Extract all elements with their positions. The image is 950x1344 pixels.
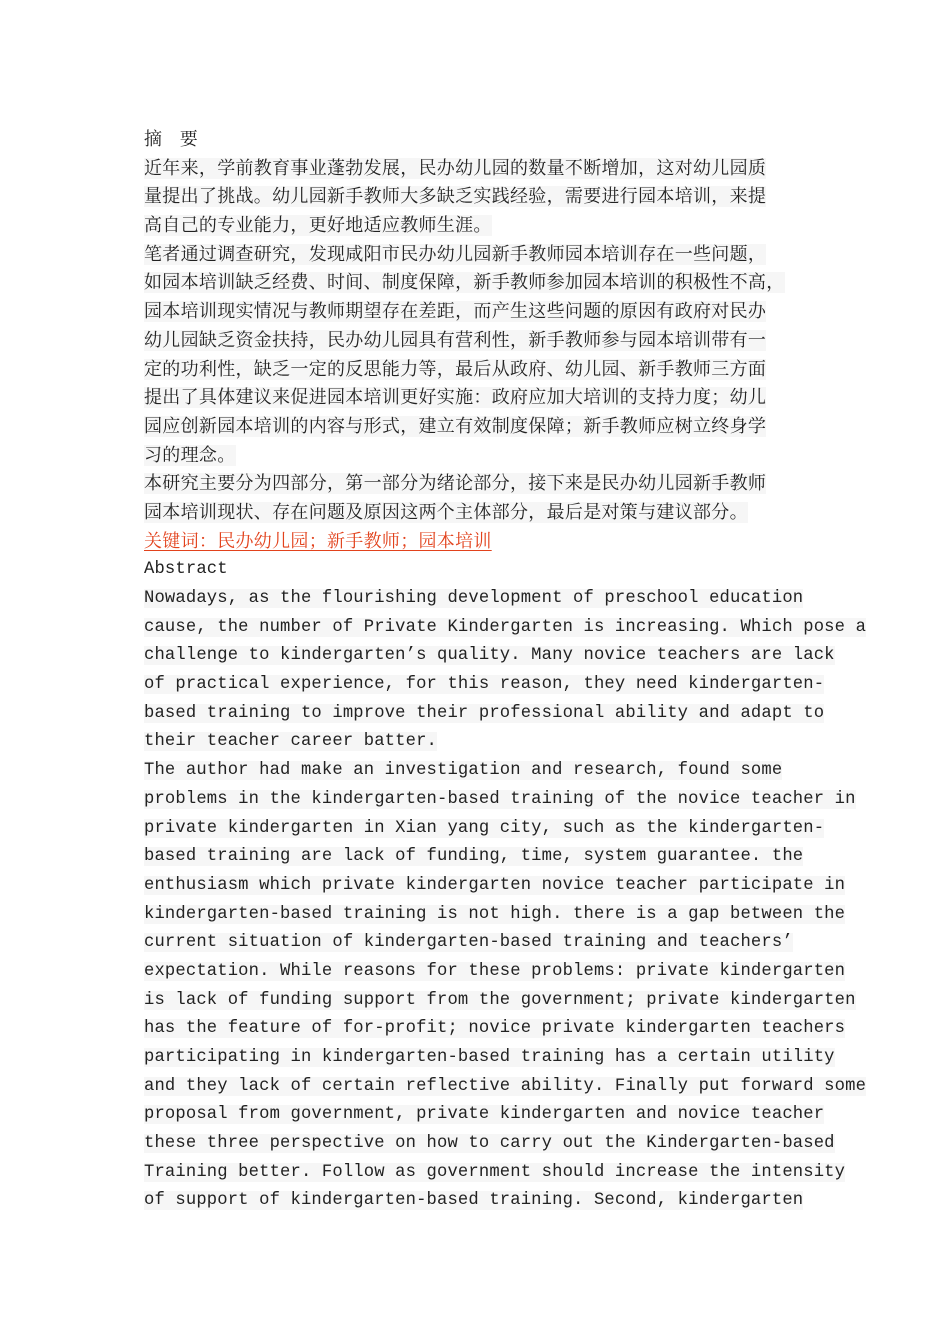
text-line: proposal from government, private kindergarten and novice teacher bbox=[144, 1105, 825, 1125]
text-line: private kindergarten in Xian yang city, such as the kindergarten- bbox=[144, 818, 825, 838]
text-line: enthusiasm which private kindergarten novice teacher participate in bbox=[144, 875, 846, 895]
text-line: 习的理念。 bbox=[144, 444, 236, 466]
text-line: based training are lack of funding, time, system guarantee. the bbox=[144, 847, 804, 867]
en-abstract-paragraph-1 bbox=[144, 585, 867, 757]
text-line: The author had make an investigation and research, found some bbox=[144, 761, 783, 781]
text-line: of support of kindergarten-based training. Second, kindergarten bbox=[144, 1191, 804, 1211]
text-line: of practical experience, for this reason, they need kindergarten- bbox=[144, 675, 825, 695]
text-line: Nowadays, as the flourishing development of preschool education bbox=[144, 589, 804, 608]
cn-abstract-heading: 摘 要 bbox=[144, 129, 204, 150]
text-line: problems in the kindergarten-based training of the novice teacher in bbox=[144, 789, 856, 809]
en-abstract-paragraph-2 bbox=[144, 757, 867, 1216]
cn-abstract-paragraph-2 bbox=[144, 241, 824, 471]
text-line: Training better. Follow as government should increase the intensity bbox=[144, 1162, 846, 1182]
text-line: 园本培训现实情况与教师期望存在差距，而产生这些问题的原因有政府对民办 bbox=[144, 301, 767, 323]
text-line: their teacher career batter. bbox=[144, 732, 437, 752]
text-line: current situation of kindergarten-based training and teachers’ bbox=[144, 933, 793, 953]
cn-abstract-paragraph-1 bbox=[144, 155, 824, 241]
text-line: is lack of funding support from the government; private kindergarten bbox=[144, 990, 856, 1010]
cn-keywords: 关键词：民办幼儿园；新手教师；园本培训 bbox=[144, 530, 492, 552]
text-line: 如园本培训缺乏经费、时间、制度保障，新手教师参加园本培训的积极性不高， bbox=[144, 272, 785, 294]
text-line: challenge to kindergarten’s quality. Many novice teachers are lack bbox=[144, 646, 835, 666]
text-line: kindergarten-based training is not high. there is a gap between the bbox=[144, 904, 846, 924]
text-line: 提出了具体建议来促进园本培训更好实施：政府应加大培训的支持力度；幼儿 bbox=[144, 387, 767, 409]
text-line: 高自己的专业能力，更好地适应教师生涯。 bbox=[144, 215, 492, 237]
text-line: has the feature of for-profit; novice private kindergarten teachers bbox=[144, 1019, 846, 1039]
text-line: 近年来，学前教育事业蓬勃发展，民办幼儿园的数量不断增加，这对幼儿园质 bbox=[144, 157, 767, 179]
text-line: 笔者通过调查研究，发现咸阳市民办幼儿园新手教师园本培训存在一些问题， bbox=[144, 243, 767, 265]
text-line: cause, the number of Private Kindergarten is increasing. Which pose a bbox=[144, 617, 867, 637]
en-abstract-heading: Abstract bbox=[144, 560, 228, 580]
text-line: and they lack of certain reflective ability. Finally put forward some bbox=[144, 1076, 867, 1096]
text-line: 园本培训现状、存在问题及原因这两个主体部分，最后是对策与建议部分。 bbox=[144, 501, 748, 523]
cn-abstract-paragraph-3 bbox=[144, 470, 824, 527]
text-line: these three perspective on how to carry out the Kindergarten-based bbox=[144, 1134, 835, 1154]
text-line: 量提出了挑战。幼儿园新手教师大多缺乏实践经验，需要进行园本培训，来提 bbox=[144, 186, 767, 208]
abstract-content bbox=[144, 126, 867, 1216]
text-line: 定的功利性，缺乏一定的反思能力等，最后从政府、幼儿园、新手教师三方面 bbox=[144, 358, 767, 380]
text-line: 园应创新园本培训的内容与形式，建立有效制度保障；新手教师应树立终身学 bbox=[144, 415, 767, 437]
text-line: participating in kindergarten-based training has a certain utility bbox=[144, 1048, 835, 1067]
text-line: based training to improve their professional ability and adapt to bbox=[144, 703, 825, 723]
text-line: 幼儿园缺乏资金扶持，民办幼儿园具有营利性，新手教师参与园本培训带有一 bbox=[144, 329, 767, 351]
text-line: 本研究主要分为四部分，第一部分为绪论部分，接下来是民办幼儿园新手教师 bbox=[144, 473, 767, 495]
text-line: expectation. While reasons for these problems: private kindergarten bbox=[144, 961, 846, 981]
